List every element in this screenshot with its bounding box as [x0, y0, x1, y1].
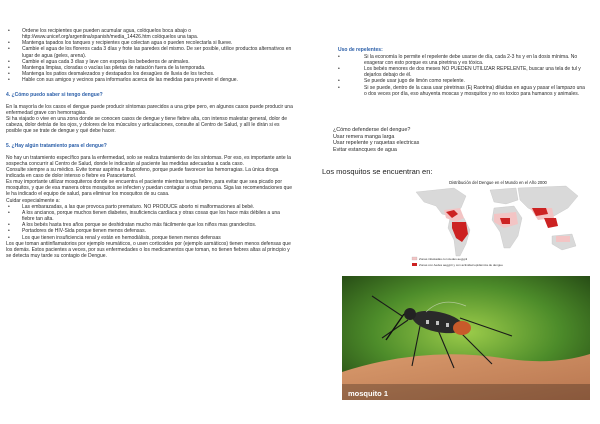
repellent-section — [338, 47, 588, 97]
dengue-world-map — [406, 178, 586, 270]
list-item: • Los bebés menores de dos meses NO PUEDEN UTILIZAR REPELENTE, buscar una tela de tul y dejarlos debajo de él. — [338, 66, 581, 79]
map-caption: Los mosquitos se encuentran en: — [322, 167, 433, 176]
repellent-heading: Uso de repelentes: — [338, 47, 383, 53]
list-item: • Las embarazadas, a las que provoca parto prematuro. NO PRODUCE aborto ni malformaciones al bebé. — [8, 203, 255, 210]
mosquito-photo — [342, 276, 590, 400]
list-item: • Se puede usar jugo de limón como repelente. — [338, 78, 465, 85]
map-title: Distribución del Dengue en el Mundo en el Año 2000 — [449, 180, 547, 185]
list-item: • Ordene los recipientes que pueden acumular agua, colóquelos boca abajo o http://www.unicef.org/argentina/spanish/media_14426.htm colóquelos una tapa. — [8, 28, 199, 41]
list-item: • Mantenga limpias, cloradas o vacías las piletas de natación fuera de la temporada. — [8, 64, 206, 71]
defense-line: Evitar estancques de agua — [333, 146, 397, 153]
list-item: • Si se puede, dentro de la casa usar piretrinas (Ej Raotrina) diluidas en agua y pasar el lampazo una o dos veces por día, eso ahuyenta moscas y mosquitos y no es toxico para humanos y animales. — [338, 84, 585, 97]
list-item: • Los que tienen insuficiencia renal y están en hemodiálisis, porque tienen menos defensas — [8, 234, 221, 241]
list-item: • Cambie el agua cada 3 días y lave con esponja los bebederos de animales. — [8, 58, 190, 65]
defense-heading: ¿Cómo defenderse del dengue? — [333, 127, 411, 133]
section-4-paragraph: Si ha viajado o vive en una zona donde se conocen casos de dengue y tiene fiebre alta, con intenso malestar general, dolor de cabeza, dolor detrás de los ojos, y dolores de los músculos y articulaciones, consulte al Centro de Salud, y allí le dirán si es posible que se trate de dengue y qué debe hacer. — [6, 115, 288, 135]
section-4-paragraph: En la mayoría de los casos el dengue puede producir síntomas parecidos a una gripe pero, en algunos casos puede producir una enfermedad grave con hemorragias. — [6, 103, 293, 116]
list-item: • Si la economía lo permite el repelente debe usarse de día, cada 2-3 hs y en la dosis mínima. No exagerar con esto porque es una piretrina y es tóxica. — [338, 54, 578, 67]
left-column — [6, 28, 293, 259]
list-item: • Mantenga tapados los tanques y recipientes que colectan agua o pueden recolectarla si llueve. — [8, 40, 233, 47]
photo-label: mosquito 1 — [348, 389, 389, 398]
svg-text:Zonas con Aedes aegypti y con: Zonas con Aedes aegypti y con actividad epidémica de dengue — [419, 262, 503, 267]
svg-text:Zonas infestadas con Aedes aeg: Zonas infestadas con Aedes aegypti — [419, 256, 468, 261]
section-5-paragraph: Consulte siempre a su médico. Evite tomar aspirina e Ibuprofeno, porque puede favorecer las hemorragias. La única droga indicada en caso de dolor intenso o fiebre es Paracetamol. — [6, 166, 279, 179]
list-item: • A los ancianos, porque muchos tienen diabetes, insuficiencia cardíaca y otras cosas que los hace más débiles a una fiebre tan alta. — [8, 209, 280, 223]
section-5-paragraph: No hay un tratamiento específico para la enfermedad, solo se realiza tratamiento de los síntomas. Por eso, es importante ante la sospecha concurrir al Centro de Salud, donde le indicarán al paciente las medidas adecuadas a cada caso. — [6, 154, 291, 167]
defense-line: Usar repelente y raquetas electricas — [333, 140, 420, 146]
closing-paragraph: Los que toman antiinflamatorios por ejemplo reumáticos, o usen corticoides por (ejemplo asmáticos) tienen menos defensas que los demás. Estos pacientes a veces, por sus enfermedades o los medicamentos que toman, no tienen fiebres altas al principio y se detecta muy tarde su contagio de Dengue. — [6, 240, 291, 259]
risk-group-list — [6, 204, 293, 241]
defense-line: Usar remera manga larga — [333, 133, 395, 140]
section-4-heading: 4. ¿Cómo puedo saber si tengo dengue? — [6, 92, 103, 99]
section-5-paragraph: Es muy importante utilizar mosquiteros donde se encuentra el paciente mientras tenga fiebre, para evitar que sea picado por mosquitos, y que de esa manera otros mosquitos se infecten y puedan contagiar a otras persona. Siga las recomendaciones que le ha indicado el equipo de salud, para eliminar los mosquitos de su casa. — [6, 179, 293, 198]
defense-section — [333, 127, 583, 153]
section-5-paragraph: Cuidar especialmente a: — [6, 197, 60, 204]
list-item: • Cambie el agua de los floreros cada 3 días y frote las paredes del mismo. De ser posible, utilice productos alternativos en lugar de agua (geles, arena). — [8, 46, 292, 59]
list-item: • A los bebés hasta tres años porque se deshidratan mucho más fácilmente que los niños mas grandecitos. — [8, 222, 257, 229]
section-5-heading: 5. ¿Hay algún tratamiento para el dengue? — [6, 143, 107, 150]
list-item: • Portadores de HIV-Sida porque tienen menos defensas. — [8, 228, 146, 235]
list-item: • Mantenga los patios desmalezados y destapados los desagües de lluvia de los techos. — [8, 71, 215, 78]
list-item: • Hable con sus amigos y vecinos para informarlos acerca de las medidas para prevenir el dengue. — [8, 77, 238, 84]
prevention-list — [6, 28, 293, 83]
